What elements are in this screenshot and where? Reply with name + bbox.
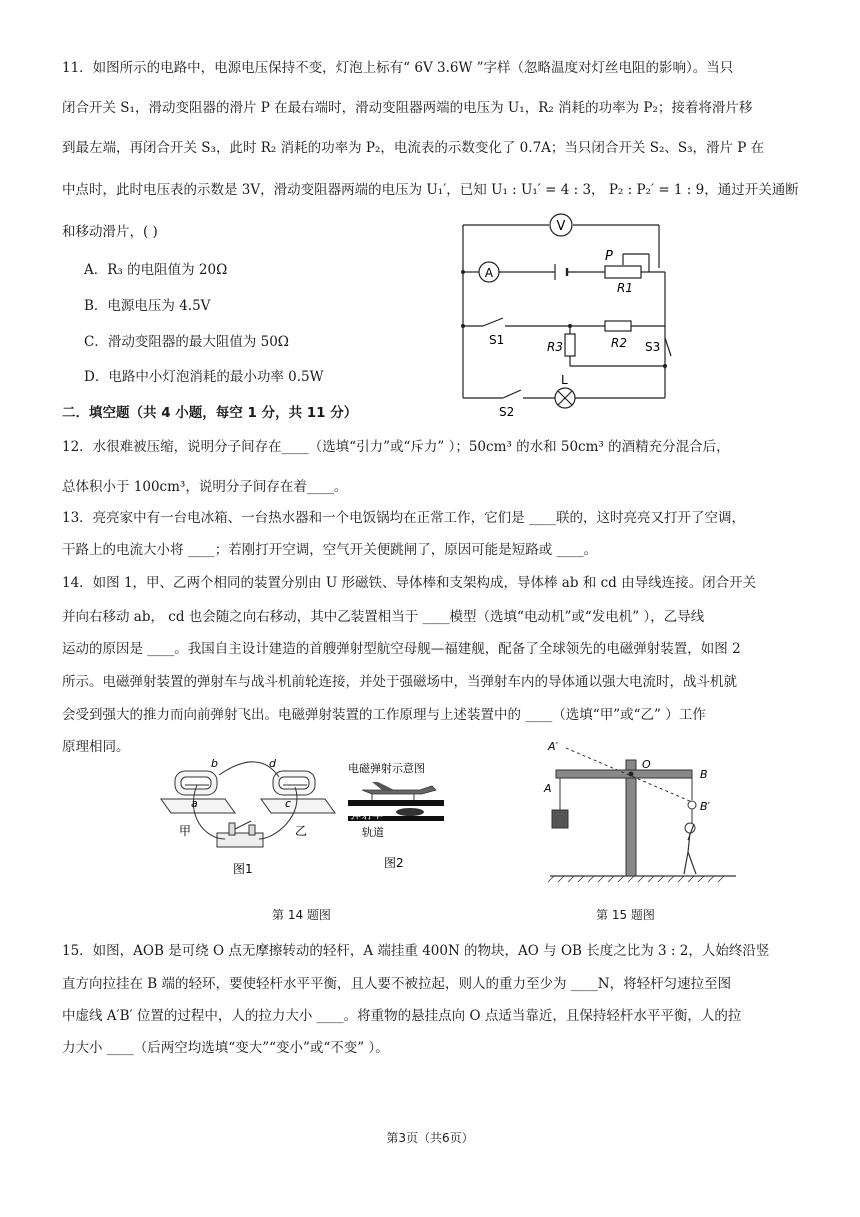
voltmeter-label: V	[556, 219, 566, 234]
q11-option-c: C．滑动变阻器的最大阻值为 50Ω	[84, 334, 289, 350]
q14-line-2: 并向右移动 ab， cd 也会随之向右移动，其中乙装置相当于 ____模型（选填“电动机”或“发电机” ），乙导线	[62, 609, 705, 625]
q14-line-3: 运动的原因是 ____。我国自主设计建造的首艘弹射型航空母舰—福建舰，配备了全球领先的电磁弹射装置，如图 2	[62, 641, 741, 657]
q11-option-b: B．电源电压为 4.5V	[84, 298, 211, 314]
q15-line-2: 直方向拉挂在 B 端的轻环，要使轻杆水平平衡，且人要不被拉起，则人的重力至少为 ____N，将轻杆匀速拉至图	[62, 976, 732, 992]
section-heading: 二．填空题（共 4 小题，每空 1 分，共 11 分）	[62, 405, 358, 421]
page-number: 第3页（共6页）	[386, 1131, 474, 1145]
fig2-title: 电磁弹射示意图	[348, 762, 425, 775]
fig15-a-prime: A′	[548, 740, 559, 753]
q11-line-3: 到最左端，再闭合开关 S₃，此时 R₂ 消耗的功率为 P₂，电流表的示数变化了 0.7A；当只闭合开关 S₂、S₃，滑片 P 在	[62, 140, 765, 156]
fig15-b: B	[700, 768, 708, 781]
fig2-caption: 图2	[384, 856, 404, 870]
s2-label: S2	[499, 405, 515, 419]
fig1-label-d: d	[269, 757, 276, 770]
fig1-caption: 图1	[233, 862, 253, 876]
fig1-yi: 乙	[295, 824, 308, 838]
lamp-label: L	[561, 373, 568, 387]
q12-line-2: 总体积小于 100cm³，说明分子间存在着____。	[62, 479, 348, 495]
figure-15-lever	[540, 740, 740, 885]
fig15-b-prime: B′	[700, 800, 711, 813]
q11-line-2: 闭合开关 S₁，滑动变阻器的滑片 P 在最右端时，滑动变阻器两端的电压为 U₁，R₂ 消耗的功率为 P₂；接着将滑片移	[62, 100, 753, 116]
fig1-label-c: c	[285, 797, 292, 810]
ammeter-label: A	[484, 266, 494, 280]
fig1-jia: 甲	[179, 824, 192, 838]
q12-line-1: 12．水很难被压缩，说明分子间存在____（选填“引力”或“斥力” ）；50cm³ 的水和 50cm³ 的酒精充分混合后，	[62, 439, 730, 455]
fig2-track-label: 轨道	[362, 826, 384, 839]
circuit-diagram	[455, 210, 680, 420]
fig1-label-a: a	[191, 797, 198, 810]
q14-line-1: 14．如图 1，甲、乙两个相同的装置分别由 U 形磁铁、导体棒和支架构成，导体棒 ab 和 cd 由导线连接。闭合开关	[62, 575, 757, 591]
fig1-label-b: b	[211, 757, 218, 770]
r1-label: R1	[617, 281, 633, 295]
slider-p-label: P	[605, 249, 613, 264]
q15-line-4: 力大小 ____（后两空均选填“变大”“变小”或“不变” ）。	[62, 1040, 389, 1056]
q15-line-1: 15．如图，AOB 是可绕 O 点无摩擦转动的轻杆，A 端挂重 400N 的物块，AO 与 OB 长度之比为 3 : 2，人始终沿竖	[62, 943, 770, 959]
q14-figure-caption: 第 14 题图	[272, 908, 331, 922]
r2-label: R2	[611, 336, 627, 350]
q11-option-a: A．R₃ 的电阻值为 20Ω	[84, 262, 228, 278]
fig2-car-label: 弹射车	[350, 808, 383, 821]
q14-line-5: 会受到强大的推力而向前弹射飞出。电磁弹射装置的工作原理与上述装置中的 ____（选填“甲”或“乙” ）工作	[62, 707, 706, 723]
s3-label: S3	[645, 340, 661, 354]
r3-label: R3	[547, 340, 563, 354]
q11-line-5: 和移动滑片，( )	[62, 224, 158, 240]
q15-figure-caption: 第 15 题图	[596, 908, 655, 922]
s1-label: S1	[489, 333, 505, 347]
q13-line-2: 干路上的电流大小将 ____；若刚打开空调，空气开关便跳闸了，原因可能是短路或 ____。	[62, 542, 598, 558]
fig15-o: O	[642, 758, 651, 771]
q14-line-6: 原理相同。	[62, 739, 130, 755]
fig15-a: A	[544, 782, 552, 795]
figure-1-magnet-apparatus	[155, 755, 355, 880]
q15-line-3: 中虚线 A′B′ 位置的过程中，人的拉力大小 ____。将重物的悬挂点向 O 点适当靠近，且保持轻杆水平平衡，人的拉	[62, 1008, 742, 1024]
q13-line-1: 13．亮亮家中有一台电冰箱、一台热水器和一个电饭锅均在正常工作，它们是 ____联的，这时亮亮又打开了空调，	[62, 510, 745, 526]
q14-line-4: 所示。电磁弹射装置的弹射车与战斗机前轮连接，并处于强磁场中，当弹射车内的导体通以强大电流时，战斗机就	[62, 674, 737, 690]
q11-line-4: 中点时，此时电压表的示数是 3V，滑动变阻器两端的电压为 U₁′，已知 U₁ : U₁′ = 4 : 3， P₂ : P₂′ = 1 : 9，通过开关通断	[62, 182, 799, 198]
figure-2-catapult	[342, 760, 452, 875]
q11-option-d: D．电路中小灯泡消耗的最小功率 0.5W	[84, 369, 324, 385]
q11-line-1: 11．如图所示的电路中，电源电压保持不变，灯泡上标有“ 6V 3.6W ”字样（忽略温度对灯丝电阻的影响）。当只	[62, 60, 734, 76]
